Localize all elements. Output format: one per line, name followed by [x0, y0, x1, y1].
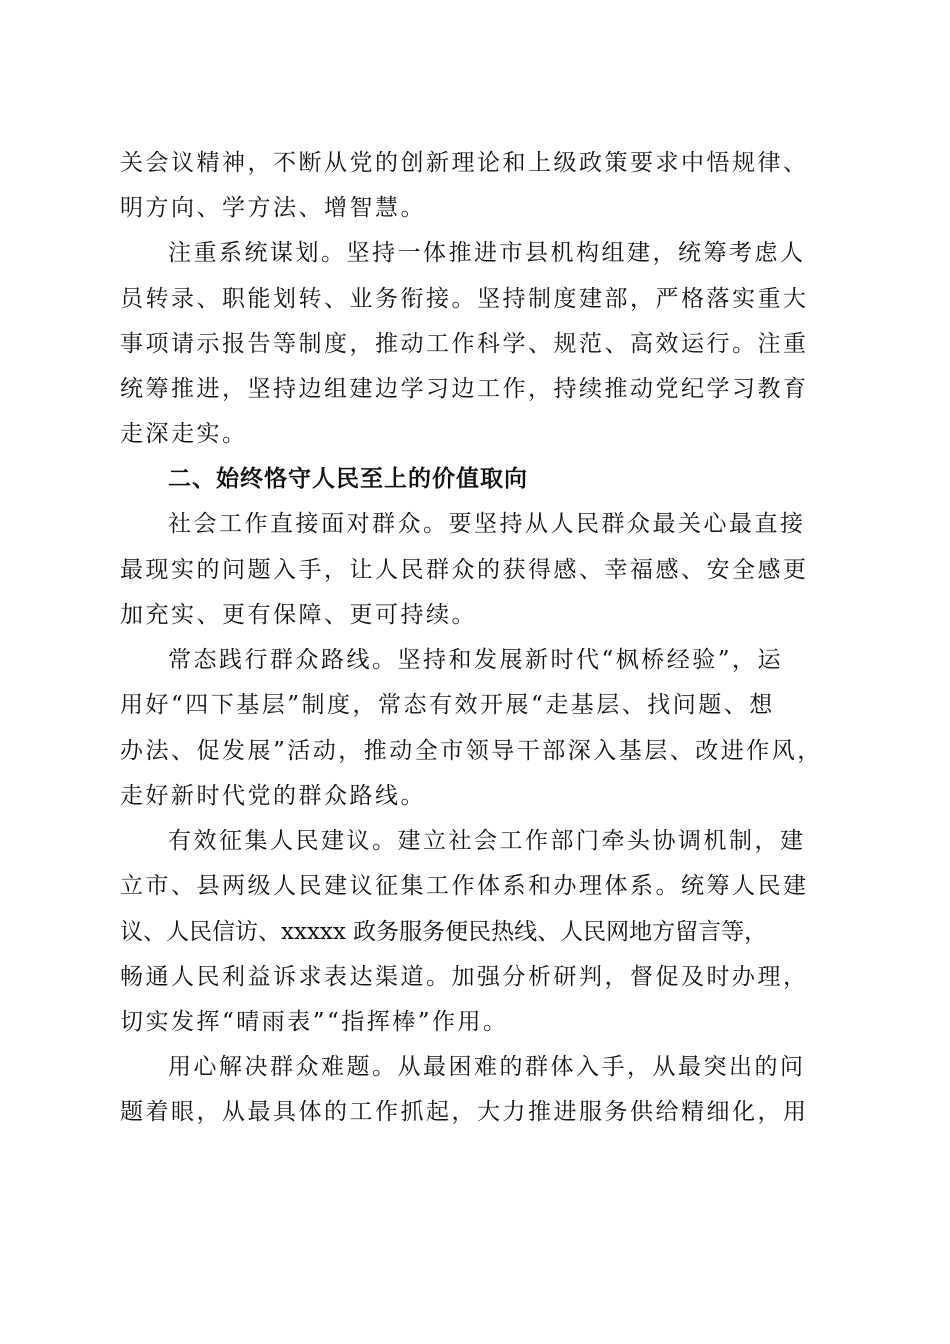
- text-line: 题着眼，从最具体的工作抓起，大力推进服务供给精细化，用: [120, 1099, 809, 1125]
- text-line: 走好新时代党的群众路线。: [120, 783, 426, 809]
- text-line: 议、人民信访、xxxxx 政务服务便民热线、人民网地方留言等，: [120, 919, 768, 945]
- paragraph-start-line: 有效征集人民建议。建立社会工作部门牵头协调机制，建: [168, 828, 806, 854]
- text-line: 畅通人民利益诉求表达渠道。加强分析研判，督促及时办理，: [120, 964, 809, 990]
- section-heading: 二、始终恪守人民至上的价值取向: [168, 466, 528, 492]
- text-line: 员转录、职能划转、业务衔接。坚持制度建部，严格落实重大: [120, 286, 809, 312]
- text-line: 明方向、学方法、增智慧。: [120, 195, 426, 221]
- paragraph-start-line: 用心解决群众难题。从最困难的群体入手，从最突出的问: [168, 1054, 806, 1080]
- text-line: 走深走实。: [120, 421, 248, 447]
- text-line: 用好“四下基层”制度，常态有效开展“走基层、找问题、想: [120, 692, 775, 718]
- text-line: 事项请示报告等制度，推动工作科学、规范、高效运行。注重: [120, 331, 809, 357]
- text-line: 统筹推进，坚持边组建边学习边工作，持续推动党纪学习教育: [120, 376, 809, 402]
- paragraph-start-line: 常态践行群众路线。坚持和发展新时代“枫桥经验”，运: [168, 647, 784, 673]
- text-line: 办法、促发展”活动，推动全市领导干部深入基层、改进作风，: [120, 738, 823, 764]
- paragraph-start-line: 注重系统谋划。坚持一体推进市县机构组建，统筹考虑人: [168, 240, 806, 266]
- text-line: 立市、县两级人民建议征集工作体系和办理体系。统筹人民建: [120, 873, 809, 899]
- text-line: 关会议精神，不断从党的创新理论和上级政策要求中悟规律、: [120, 150, 809, 176]
- text-line: 最现实的问题入手，让人民群众的获得感、幸福感、安全感更: [120, 557, 809, 583]
- text-line: 加充实、更有保障、更可持续。: [120, 602, 477, 628]
- text-line: 切实发挥“晴雨表”“指挥棒”作用。: [120, 1009, 509, 1035]
- paragraph-start-line: 社会工作直接面对群众。要坚持从人民群众最关心最直接: [168, 511, 806, 537]
